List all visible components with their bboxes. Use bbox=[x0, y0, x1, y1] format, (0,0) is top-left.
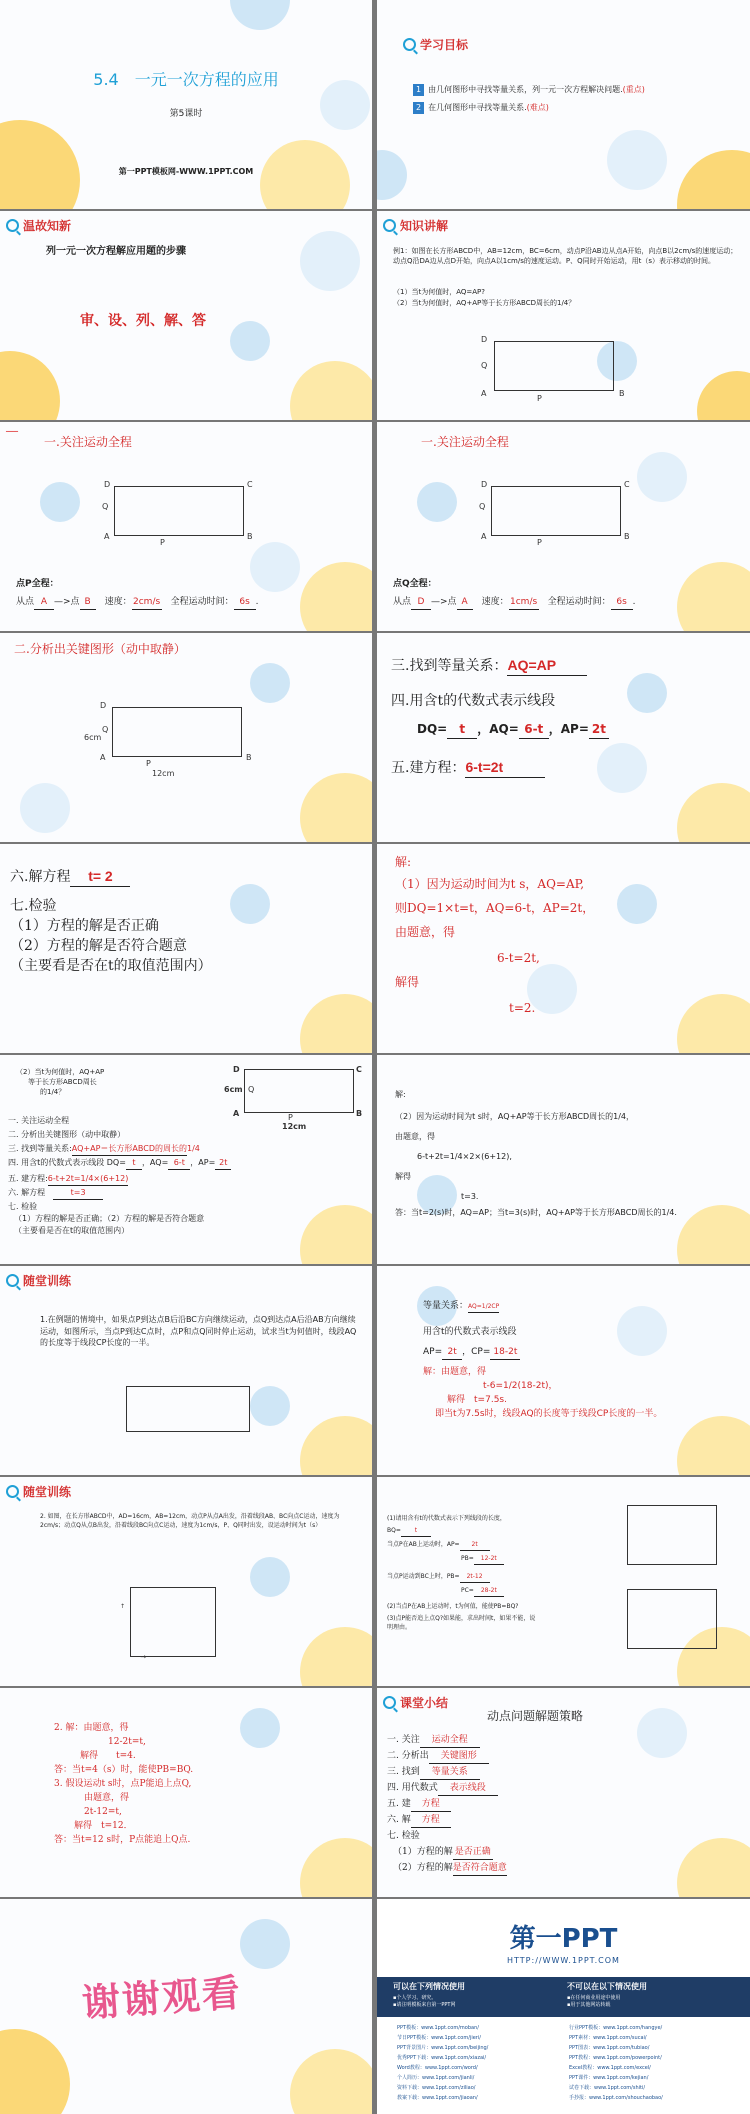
rectangle-abcd bbox=[494, 341, 614, 391]
decor-circle bbox=[637, 1708, 687, 1758]
resource-link[interactable]: 教案下载：www.1ppt.com/jiaoan/ bbox=[397, 2095, 478, 2101]
summary-row: 三. 找到 等量关系 bbox=[387, 1766, 480, 1780]
answer-line: 2. 解：由题意，得 bbox=[54, 1723, 129, 1733]
search-icon bbox=[383, 219, 396, 232]
slide-solve-check[interactable] bbox=[0, 844, 372, 1053]
segments-line: DQ= t ，AQ= 6-t ，AP= 2t bbox=[417, 721, 609, 739]
answer-line: 2t-12=t, bbox=[84, 1807, 122, 1817]
solution-line: t=2. bbox=[509, 1001, 536, 1015]
answer-line: 用含t的代数式表示线段 bbox=[423, 1327, 517, 1337]
label-b: B bbox=[624, 532, 630, 541]
decor-circle bbox=[240, 1919, 290, 1969]
answer-line: 即当t为7.5s时，线段AQ的长度等于线段CP长度的一半。 bbox=[435, 1409, 663, 1419]
answer-line: 解得 t=4. bbox=[80, 1751, 136, 1761]
question-line: 当点P在AB上运动时，AP= 2t bbox=[387, 1541, 490, 1551]
solution-line: 答：当t=2(s)时，AQ=AP；当t=3(s)时，AQ+AP等于长方形ABCD周长的1/4. bbox=[395, 1208, 677, 1217]
resource-link[interactable]: Excel教程：www.1ppt.com/excel/ bbox=[569, 2065, 651, 2071]
summary-row: 六. 解 方程 bbox=[387, 1814, 451, 1828]
decor-circle bbox=[627, 673, 667, 713]
resource-link[interactable]: 节日PPT模板：www.1ppt.com/jieri/ bbox=[397, 2035, 481, 2041]
label-c: C bbox=[624, 480, 630, 489]
section-heading: 随堂训练 bbox=[6, 1272, 71, 1289]
section-heading: 温故知新 bbox=[6, 217, 71, 234]
slide-solution-2[interactable] bbox=[377, 1055, 750, 1264]
label-6cm: 6cm bbox=[84, 733, 102, 742]
answer-line: 答：当t=12 s时，P点能追上Q点. bbox=[54, 1835, 191, 1845]
example-text: 例1：如图在长方形ABCD中，AB=12cm，BC=6cm，动点P沿AB边从点A开始，向点B以2cm/s的速度运动；动点Q沿DA边从点D开始，向点A以1cm/s的速度运动。P、Q同时开始运动，用t（s）表示移动的时间。 bbox=[393, 247, 738, 265]
label-p: P bbox=[146, 759, 151, 768]
solution-line: 6-t=2t, bbox=[497, 951, 540, 965]
slide-title-text: 一.关注运动全程 bbox=[44, 435, 132, 449]
strategy-line: 四. 用含t的代数式表示线段 DQ= t ，AQ= 6-t ，AP= 2t bbox=[8, 1157, 231, 1170]
brand-text: 第一PPT模板网-WWW.1PPT.COM bbox=[118, 167, 254, 176]
p-full-line: 从点 A —>点 B 速度：2cm/s 全程运动时间： 6s . bbox=[16, 596, 259, 610]
brand-url: HTTP://WWW.1PPT.COM bbox=[507, 1956, 620, 1965]
label-q: Q bbox=[102, 502, 109, 511]
slide-title[interactable] bbox=[0, 0, 372, 209]
question-line: (2)当点P在AB上运动时，t为何值，能使PB=BQ? bbox=[387, 1603, 519, 1610]
decor-circle bbox=[617, 1306, 667, 1356]
label-a: A bbox=[481, 532, 487, 541]
label-12cm: 12cm bbox=[282, 1122, 307, 1131]
link-list-right bbox=[569, 2023, 739, 2103]
label-a: A bbox=[233, 1109, 240, 1118]
question-line: PC= 28-2t bbox=[461, 1587, 504, 1597]
strategy-line: （1）方程的解是否正确；（2）方程的解是否符合题意 bbox=[14, 1214, 205, 1223]
summary-row: 二. 分析出 关键图形 bbox=[387, 1750, 489, 1764]
question-line: (3)点P能否追上点Q?如果能，求出时间t，如果不能，说明理由。 bbox=[387, 1615, 536, 1631]
slide-summary[interactable] bbox=[377, 1688, 750, 1897]
slide-goals[interactable] bbox=[377, 0, 750, 209]
label-p: P bbox=[160, 538, 165, 547]
rectangle-top bbox=[627, 1505, 717, 1565]
strategy-line: 五. 建方程:6-t+2t=1/4×(6+12) bbox=[8, 1173, 128, 1186]
strategy-line: （主要看是否在t的取值范围内） bbox=[14, 1226, 130, 1235]
resource-link[interactable]: Word教程：www.1ppt.com/word/ bbox=[397, 2065, 478, 2071]
check-1: （1）方程的解是否正确 bbox=[10, 918, 159, 934]
slide-title-text: 一.关注运动全程 bbox=[421, 435, 509, 449]
practice-text: 1.在例题的情境中，如果点P到达点B后沿BC方向继续运动，点Q到达点A后沿AB方向继续运动，如图所示，当点P到达C点时，点P和点Q同时停止运动，试求当t为何值时，线段AQ的长度等于线段CP长度的一半。 bbox=[40, 1315, 357, 1348]
label-6cm: 6cm bbox=[224, 1085, 243, 1094]
solution-line: 6-t+2t=1/4×2×(6+12), bbox=[417, 1152, 512, 1161]
question-line: (1)请用含有t的代数式表示下列线段的长度， bbox=[387, 1515, 506, 1522]
answer-line: 12-2t=t, bbox=[108, 1737, 146, 1747]
arrow-right-icon: ──→ bbox=[132, 1653, 147, 1661]
slide-thanks[interactable] bbox=[0, 1899, 372, 2114]
question-line: 当点P运动到BC上时，PB= 2t-12 bbox=[387, 1573, 490, 1583]
label-c: C bbox=[356, 1065, 362, 1074]
search-icon bbox=[383, 1696, 396, 1709]
search-icon bbox=[6, 219, 19, 232]
step-6: 六.解方程 t= 2 bbox=[10, 866, 130, 887]
solution-line: 则DQ=1×t=t，AQ=6-t，AP=2t， bbox=[395, 901, 595, 915]
slide-title-text: 5.4 一元一次方程的应用 bbox=[93, 70, 279, 89]
step-7: 七.检验 bbox=[10, 898, 57, 914]
resource-link[interactable]: PPT图表：www.1ppt.com/tubiao/ bbox=[569, 2045, 650, 2051]
decor-circle bbox=[250, 542, 300, 592]
decor-circle bbox=[20, 783, 70, 833]
decor-circle bbox=[377, 150, 407, 200]
resource-link[interactable]: 个人简历：www.1ppt.com/jianli/ bbox=[397, 2075, 475, 2081]
solution-line: 解得 bbox=[395, 1172, 411, 1181]
answer-line: AP= 2t ，CP= 18-2t bbox=[423, 1346, 520, 1360]
allowed-heading: 可以在下列情况使用 bbox=[393, 1982, 465, 1991]
section-heading: 知识讲解 bbox=[383, 217, 448, 234]
label-q: Q bbox=[248, 1085, 255, 1094]
decor-circle bbox=[617, 884, 657, 924]
q-full-line: 从点 D —>点 A 速度：1cm/s 全程运动时间： 6s . bbox=[393, 596, 636, 610]
decor-circle bbox=[230, 0, 290, 30]
label-d: D bbox=[481, 480, 488, 489]
label-a: A bbox=[104, 532, 110, 541]
resource-link[interactable]: 手抄报：www.1ppt.com/shouchaobao/ bbox=[569, 2095, 663, 2101]
slide-practice-2[interactable] bbox=[0, 1477, 372, 1686]
decor-circle bbox=[250, 1386, 290, 1426]
brand-logo: 第一PPT bbox=[509, 1924, 618, 1954]
slide-brand-info[interactable] bbox=[377, 1899, 750, 2114]
review-steps: 审、设、列、解、答 bbox=[80, 313, 206, 329]
summary-row: 五. 建 方程 bbox=[387, 1798, 451, 1812]
question-line: 等于长方形ABCD周长 bbox=[28, 1078, 97, 1086]
label-a: A bbox=[100, 753, 106, 762]
q-full-label: 点Q全程： bbox=[393, 579, 437, 589]
search-icon bbox=[403, 38, 416, 51]
summary-row: 一. 关注 运动全程 bbox=[387, 1734, 480, 1748]
label-p: P bbox=[288, 1113, 293, 1122]
slide-review[interactable] bbox=[0, 211, 372, 420]
decor-circle bbox=[677, 1416, 750, 1475]
question-line: BQ= t bbox=[387, 1527, 431, 1537]
rectangle-abcd bbox=[130, 1587, 216, 1657]
step-5: 五.建方程：6-t=2t bbox=[391, 757, 545, 778]
solution-line: 由题意，得 bbox=[395, 1132, 435, 1141]
rectangle-abcd bbox=[244, 1069, 354, 1113]
answer-line: t-6=1/2(18-2t)， bbox=[483, 1381, 558, 1391]
answer-line: 解得 t=7.5s. bbox=[447, 1395, 507, 1405]
label-b: B bbox=[247, 532, 253, 541]
solution-head: 解: bbox=[395, 1090, 406, 1099]
resource-link[interactable]: PPT教程：www.1ppt.com/powerpoint/ bbox=[569, 2055, 662, 2061]
search-icon bbox=[6, 1485, 19, 1498]
answer-line: 解得 t=12． bbox=[74, 1821, 133, 1831]
decor-circle bbox=[300, 231, 360, 291]
strategy-line: 二. 分析出关键图形（动中取静） bbox=[8, 1130, 126, 1139]
forbidden-heading: 不可以在以下情况使用 bbox=[567, 1982, 647, 1991]
check-2: （2）方程的解是否符合题意 bbox=[10, 938, 187, 954]
decor-circle bbox=[300, 773, 372, 842]
slide-title-text: 二.分析出关键图形（动中取静） bbox=[14, 642, 186, 656]
lesson-number: 第5课时 bbox=[169, 109, 203, 119]
decor-circle bbox=[250, 1557, 290, 1597]
summary-row: （2）方程的解是否符合题意 bbox=[393, 1862, 507, 1876]
question-line: （2）当t为何值时，AQ+AP bbox=[16, 1068, 105, 1076]
section-heading: 随堂训练 bbox=[6, 1483, 71, 1500]
summary-row: （1）方程的解 是否正确 bbox=[393, 1846, 493, 1860]
answer-line: 3. 假设运动t s时，点P能追上点Q, bbox=[54, 1779, 192, 1789]
forbidden-list: ▪在任何商业用途中使用 ▪用于其他网站转载 bbox=[567, 1995, 621, 2009]
slide-solution-1[interactable] bbox=[377, 844, 750, 1053]
solution-head: 解: bbox=[395, 855, 412, 869]
slide-q-full[interactable] bbox=[377, 422, 750, 631]
question-line: 的1/4？ bbox=[40, 1088, 66, 1096]
p-full-label: 点P全程： bbox=[16, 579, 59, 589]
label-q: Q bbox=[102, 725, 109, 734]
label-12cm: 12cm bbox=[152, 769, 175, 778]
label-p: P bbox=[537, 394, 542, 403]
thanks-text: 谢谢观看 bbox=[80, 1970, 244, 2026]
section-heading: 课堂小结 bbox=[383, 1694, 448, 1711]
decor-circle bbox=[230, 321, 270, 361]
decor-circle bbox=[290, 2049, 372, 2114]
decor-circle bbox=[230, 884, 270, 924]
decor-circle bbox=[417, 482, 457, 522]
solution-line: （2）因为运动时间为t s时，AQ+AP等于长方形ABCD周长的1/4， bbox=[395, 1112, 635, 1121]
slide-practice-2-detail[interactable] bbox=[377, 1477, 750, 1686]
rectangle-abcd bbox=[112, 707, 242, 757]
strategy-line: 六. 解方程 t=3 bbox=[8, 1187, 103, 1200]
section-heading: 学习目标 bbox=[403, 36, 468, 53]
slide-example[interactable] bbox=[377, 211, 750, 420]
answer-line: 解：由题意，得 bbox=[423, 1367, 487, 1377]
answer-line: 答：当t=4（s）时，能使PB=BQ. bbox=[54, 1765, 194, 1775]
resource-link[interactable]: 资料下载：www.1ppt.com/ziliao/ bbox=[397, 2085, 476, 2091]
decor-circle bbox=[637, 452, 687, 502]
decor-circle bbox=[290, 361, 372, 420]
strategy-line: 七. 检验 bbox=[8, 1202, 38, 1211]
label-d: D bbox=[233, 1065, 240, 1074]
decor-circle bbox=[300, 562, 372, 631]
step-4: 四.用含t的代数式表示线段 bbox=[391, 693, 556, 709]
decor-circle bbox=[677, 994, 750, 1053]
allowed-list: ▪个人学习、研究。 ▪请注明模板来自第一PPT网 bbox=[393, 1995, 456, 2009]
slide-equation-build[interactable] bbox=[377, 633, 750, 842]
decor-circle bbox=[697, 371, 750, 420]
decor-circle bbox=[0, 2029, 70, 2114]
link-list-left bbox=[397, 2023, 567, 2103]
decor-circle bbox=[677, 150, 750, 209]
summary-row: 七. 检验 bbox=[387, 1831, 420, 1841]
slide-key-figure[interactable] bbox=[0, 633, 372, 842]
slide-practice-2-answer[interactable] bbox=[0, 1688, 372, 1897]
solution-line: t=3. bbox=[461, 1192, 479, 1201]
decor-circle bbox=[300, 1205, 372, 1264]
search-icon bbox=[6, 1274, 19, 1287]
resource-link[interactable]: PPT背景图片：www.1ppt.com/beijing/ bbox=[397, 2045, 489, 2051]
check-3: （主要看是否在t的取值范围内） bbox=[10, 958, 212, 974]
solution-line: 由题意，得 bbox=[395, 925, 456, 939]
review-title: 列一元一次方程解应用题的步骤 bbox=[46, 246, 186, 257]
resource-link[interactable]: 试卷下载：www.1ppt.com/shiti/ bbox=[569, 2085, 646, 2091]
slide-part-2[interactable] bbox=[0, 1055, 372, 1264]
decor-circle bbox=[300, 994, 372, 1053]
slide-practice-1[interactable] bbox=[0, 1266, 372, 1475]
label-q: Q bbox=[481, 361, 488, 370]
example-q2: （2）当t为何值时，AQ+AP等于长方形ABCD周长的1/4？ bbox=[393, 299, 576, 307]
decor-circle bbox=[300, 1627, 372, 1686]
rectangle-abcd bbox=[491, 486, 621, 536]
slide-p-full[interactable] bbox=[0, 422, 372, 631]
answer-line: 由题意，得 bbox=[84, 1793, 130, 1803]
decor-circle bbox=[250, 663, 290, 703]
summary-title: 动点问题解题策略 bbox=[487, 1709, 584, 1723]
resource-link[interactable]: 行业PPT模板：www.1ppt.com/hangye/ bbox=[569, 2025, 663, 2031]
decor-circle bbox=[677, 1838, 750, 1897]
resource-link[interactable]: 优秀PPT下载：www.1ppt.com/xiazai/ bbox=[397, 2055, 487, 2061]
resource-link[interactable]: PPT模板：www.1ppt.com/moban/ bbox=[397, 2025, 479, 2031]
label-d: D bbox=[481, 335, 488, 344]
label-b: B bbox=[356, 1109, 363, 1118]
rectangle-bottom bbox=[627, 1589, 717, 1649]
decor-circle bbox=[300, 1838, 372, 1897]
solution-line: 解得 bbox=[395, 975, 420, 989]
decor-circle bbox=[0, 351, 60, 420]
goal-1: 1 由几何图形中寻找等量关系，列一元一次方程解决问题.(重点) bbox=[413, 84, 743, 96]
rectangle-abcd bbox=[114, 486, 244, 536]
solution-line: （1）因为运动时间为t s，AQ=AP, bbox=[395, 877, 585, 891]
decor-circle bbox=[300, 1416, 372, 1475]
goal-2: 2 在几何图形中寻找等量关系.(难点) bbox=[413, 102, 743, 114]
resource-link[interactable]: PPT素材：www.1ppt.com/sucai/ bbox=[569, 2035, 647, 2041]
step-3: 三.找到等量关系：AQ=AP bbox=[391, 655, 587, 676]
label-a: A bbox=[481, 389, 487, 398]
label-q: Q bbox=[479, 502, 486, 511]
decor-circle bbox=[240, 1708, 280, 1748]
answer-line: 等量关系：AQ=1/2CP bbox=[423, 1301, 500, 1311]
decor-circle bbox=[677, 783, 750, 842]
resource-link[interactable]: PPT课件：www.1ppt.com/kejian/ bbox=[569, 2075, 649, 2081]
label-d: D bbox=[100, 701, 107, 710]
label-d: D bbox=[104, 480, 111, 489]
decor-circle bbox=[607, 130, 667, 190]
label-c: C bbox=[247, 480, 253, 489]
slide-practice-1-answer[interactable] bbox=[377, 1266, 750, 1475]
practice-text: 2. 如图，在长方形ABCD中，AD=16cm，AB=12cm，动点P从点A出发，沿着线段AB、BC向点C运动，速度为2cm/s；动点Q从点B出发，沿着线段BC向点C运动，速度为1cm/s，P、Q同时出发，设运动时间为t（s） bbox=[40, 1513, 340, 1529]
arrow-up-icon: ↑ bbox=[120, 1603, 126, 1610]
example-q1: （1）当t为何值时，AQ=AP? bbox=[393, 288, 485, 296]
label-p: P bbox=[537, 538, 542, 547]
decor-circle bbox=[40, 482, 80, 522]
question-line: PB= 12-2t bbox=[461, 1555, 504, 1565]
strategy-line: 三. 找到等量关系:AQ+AP＝长方形ABCD的周长的1/4 bbox=[8, 1143, 200, 1156]
rectangle-abcd bbox=[126, 1386, 250, 1432]
decor-circle bbox=[597, 743, 647, 793]
label-b: B bbox=[619, 389, 625, 398]
decor-circle bbox=[0, 120, 80, 209]
strategy-line: 一. 关注运动全程 bbox=[8, 1116, 70, 1125]
brand-mark: ━━━━ bbox=[6, 429, 19, 435]
summary-row: 四. 用代数式 表示线段 bbox=[387, 1782, 498, 1796]
label-b: B bbox=[246, 753, 252, 762]
decor-circle bbox=[677, 562, 750, 631]
